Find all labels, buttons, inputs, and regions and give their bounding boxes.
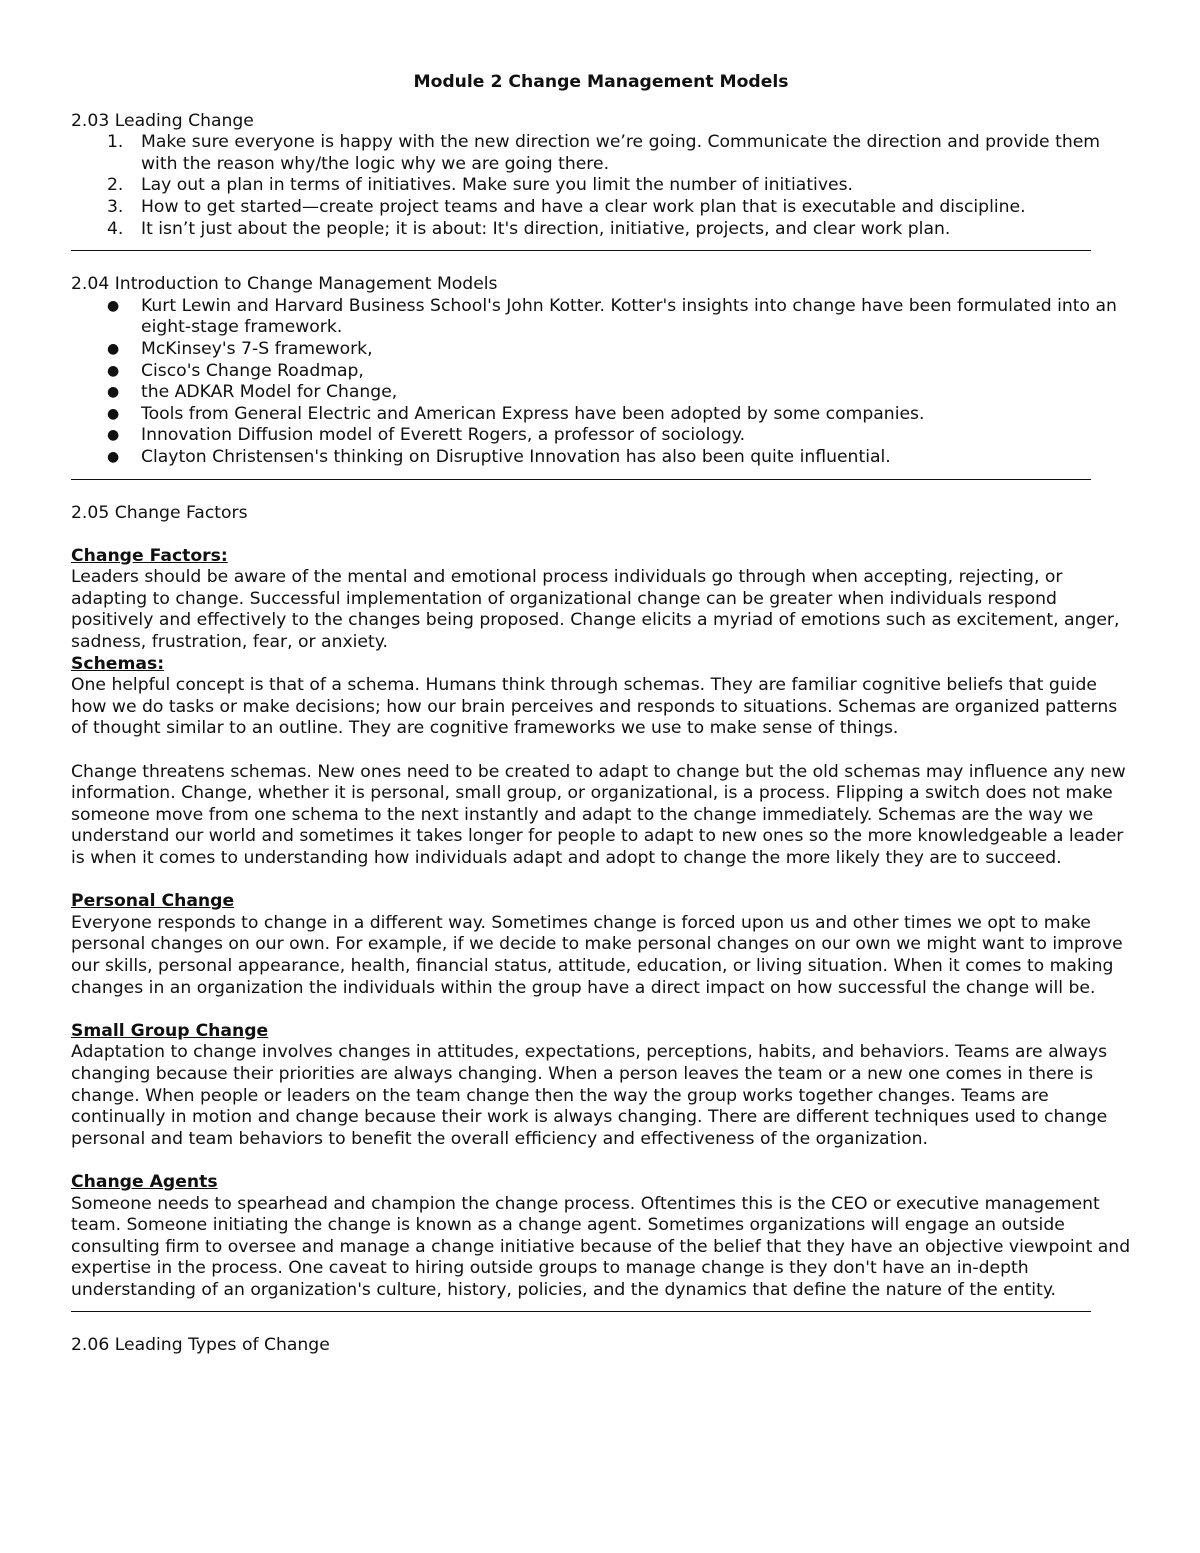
- list-item: [71, 339, 1131, 361]
- section-2-06-title: 2.06 Leading Types of Change: [71, 1335, 330, 1356]
- section-2-04-title: 2.04 Introduction to Change Management Models: [71, 274, 498, 295]
- list-number: 4.: [107, 218, 124, 239]
- bullet-icon: ●: [107, 340, 120, 357]
- section-2-05-title: 2.05 Change Factors: [71, 502, 248, 523]
- personal-change-paragraph: Everyone responds to change in a different way. Sometimes change is forced upon us and other times we opt to make personal changes on our own. For example, if we decide to make personal changes on our own we might want to improve our skills, personal appearance, health, financial status, attitude, education, or living situation. When it comes to making changes in an organization the individuals within the group have a direct impact on how successful the change will be.: [71, 912, 1123, 998]
- list-item-text: It isn’t just about the people; it is about: It's direction, initiative, projects, and clear work plan.: [141, 218, 951, 239]
- bullet-icon: ●: [107, 362, 120, 379]
- document-page: [71, 72, 1131, 1357]
- list-item-text: McKinsey's 7-S framework,: [141, 338, 373, 359]
- change-models-list: [71, 296, 1131, 469]
- bullet-icon: ●: [107, 448, 120, 465]
- list-item-text: Tools from General Electric and American Express have been adopted by some companies.: [141, 403, 925, 424]
- list-item: [71, 404, 1131, 426]
- personal-change-heading: Personal Change: [71, 891, 235, 912]
- list-item: [71, 175, 1131, 197]
- bullet-icon: ●: [107, 405, 120, 422]
- bullet-icon: ●: [107, 384, 120, 401]
- list-item-text: Make sure everyone is happy with the new direction we’re going. Communicate the direction and provide them with the reason why/the logic why we are going there.: [141, 132, 1101, 174]
- document-title: Module 2 Change Management Models: [413, 72, 789, 92]
- leading-change-list: [71, 132, 1131, 240]
- list-item-text: Kurt Lewin and Harvard Business School's John Kotter. Kotter's insights into change have been formulated into an eight-stage framework.: [141, 295, 1117, 338]
- list-item: [71, 425, 1131, 447]
- horizontal-rule: [71, 250, 1091, 251]
- horizontal-rule: [71, 1311, 1091, 1312]
- list-number: 2.: [107, 175, 124, 196]
- bullet-icon: ●: [107, 427, 120, 444]
- list-item-text: How to get started—create project teams and have a clear work plan that is executable and discipline.: [141, 196, 1026, 217]
- bullet-icon: ●: [107, 297, 120, 314]
- list-item-text: the ADKAR Model for Change,: [141, 382, 398, 403]
- schemas-paragraph-1: One helpful concept is that of a schema. Humans think through schemas. They are familiar cognitive beliefs that guide how we do tasks or make decisions; how our brain perceives and responds to situations. Schemas are organized patterns of thought similar to an outline. They are cognitive frameworks we use to make sense of things.: [71, 675, 1118, 739]
- list-item: [71, 219, 1131, 241]
- list-item-text: Clayton Christensen's thinking on Disruptive Innovation has also been quite influential.: [141, 446, 891, 467]
- change-factors-paragraph: Leaders should be aware of the mental and emotional process individuals go through when accepting, rejecting, or adapting to change. Successful implementation of organizational change can be greater when individuals respond positively and effectively to the changes being proposed. Change elicits a myriad of emotions such as excitement, anger, sadness, frustration, fear, or anxiety.: [71, 567, 1120, 653]
- change-agents-paragraph: Someone needs to spearhead and champion the change process. Oftentimes this is the CEO or executive management team. Someone initiating the change is known as a change agent. Sometimes organizations will engage an outside consulting firm to oversee and manage a change initiative because of the belief that they have an objective viewpoint and expertise in the process. One caveat to hiring outside groups to manage change is they don't have an in-depth understanding of an organization's culture, history, policies, and the dynamics that define the nature of the entity.: [71, 1193, 1131, 1300]
- schemas-paragraph-2: Change threatens schemas. New ones need to be created to adapt to change but the old schemas may influence any new information. Change, whether it is personal, small group, or organizational, is a process. Flipping a switch does not make someone move from one schema to the next instantly and adapt to the change immediately. Schemas are the way we understand our world and sometimes it takes longer for people to adapt to new ones so the more knowledgeable a leader is when it comes to understanding how individuals adapt and adopt to change the more likely they are to succeed.: [71, 761, 1126, 868]
- list-item: [71, 361, 1131, 383]
- list-item-text: Cisco's Change Roadmap,: [141, 360, 364, 381]
- list-number: 1.: [107, 132, 124, 153]
- section-2-03-title: 2.03 Leading Change: [71, 110, 254, 131]
- list-item: [71, 197, 1131, 219]
- list-item: [71, 132, 1131, 175]
- change-factors-heading: Change Factors:: [71, 545, 228, 566]
- list-item: [71, 296, 1131, 339]
- small-group-change-heading: Small Group Change: [71, 1020, 269, 1041]
- change-agents-heading: Change Agents: [71, 1171, 218, 1192]
- list-item: [71, 382, 1131, 404]
- list-item-text: Innovation Diffusion model of Everett Rogers, a professor of sociology.: [141, 425, 746, 446]
- horizontal-rule: [71, 479, 1091, 480]
- list-item: [71, 447, 1131, 469]
- schemas-heading: Schemas:: [71, 653, 165, 674]
- list-number: 3.: [107, 196, 124, 217]
- small-group-change-paragraph: Adaptation to change involves changes in attitudes, expectations, perceptions, habits, and behaviors. Teams are always changing because their priorities are always changing. When a person leaves the team or a new one comes in there is change. When people or leaders on the team change then the way the group works together changes. Teams are continually in motion and change because their work is always changing. There are different techniques used to change personal and team behaviors to benefit the overall efficiency and effectiveness of the organization.: [71, 1042, 1108, 1149]
- list-item-text: Lay out a plan in terms of initiatives. Make sure you limit the number of initiatives.: [141, 175, 853, 196]
